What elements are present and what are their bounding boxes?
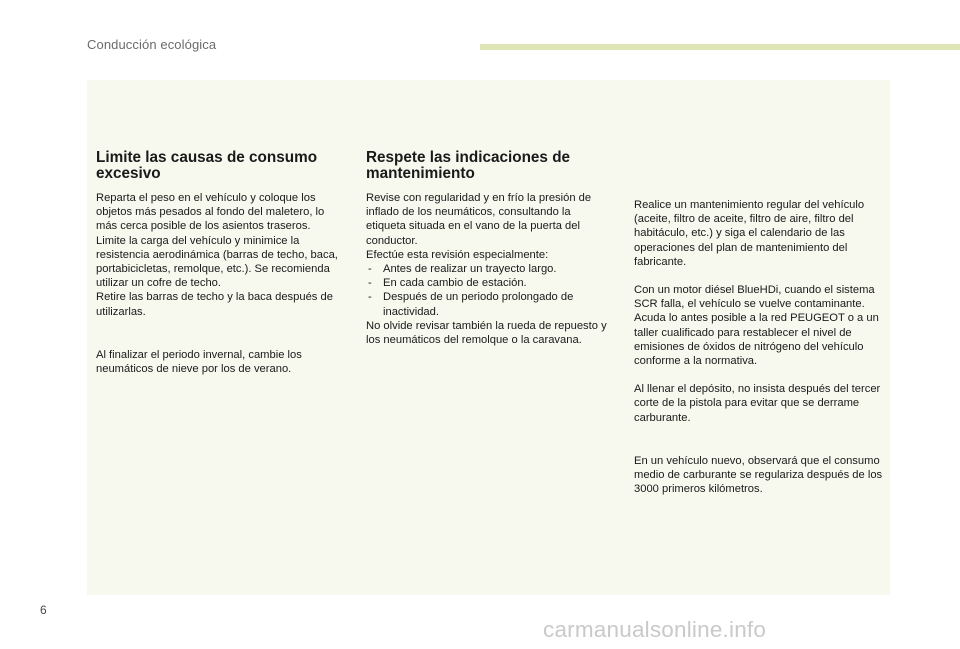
watermark: carmanualsonline.info bbox=[543, 617, 767, 642]
paragraph: Al finalizar el periodo invernal, cambie los neumáticos de nieve por los de verano. bbox=[96, 348, 302, 376]
paragraph: Revise con regularidad y en frío la presión de inflado de los neumáticos, consultando la etiqueta situada en el vano de la puerta del conductor. bbox=[366, 192, 592, 247]
list-item: - En cada cambio de estación. bbox=[366, 276, 611, 290]
paragraph: Retire las barras de techo y la baca después de utilizarlas. bbox=[96, 291, 333, 318]
paragraph: Al llenar el depósito, no insista después del tercer corte de la pistola para evitar que se derrame carburante. bbox=[634, 383, 881, 424]
paragraph: En un vehículo nuevo, observará que el consumo medio de carburante se regulariza después de los 3000 primeros kilómetros. bbox=[634, 454, 883, 496]
list-intro: Efectúe esta revisión especialmente: bbox=[366, 248, 549, 261]
paragraph: Realice un mantenimiento regular del vehículo (aceite, filtro de aceite, filtro de aire, filtro del habitáculo, etc.) y siga el calendario de las operaciones del plan de mantenimiento del fabricante. bbox=[634, 199, 865, 268]
page-number: 6 bbox=[40, 603, 47, 617]
heading-consumption: Limite las causas de consumo excesivo bbox=[96, 149, 318, 182]
heading-maintenance: Respete las indicaciones de mantenimiento bbox=[366, 149, 571, 182]
column-maintenance-continued bbox=[634, 198, 886, 496]
paragraph: No olvide revisar también la rueda de repuesto y los neumáticos del remolque o la caravana. bbox=[366, 319, 607, 347]
section-title: Conducción ecológica bbox=[87, 37, 217, 52]
list-item: - Después de un periodo prolongado de inactividad. bbox=[366, 290, 611, 318]
paragraph: Con un motor diésel BlueHDi, cuando el sistema SCR falla, el vehículo se vuelve contaminante. Acuda lo antes posible a la red PEUGEOT o a un taller cualificado para restablecer el nivel de emisiones de óxidos de nitrógeno del vehículo conforme a la normativa. bbox=[634, 284, 879, 368]
paragraph: Reparta el peso en el vehículo y coloque los objetos más pesados al fondo del maletero, lo más cerca posible de los asientos traseros. bbox=[96, 192, 325, 233]
check-list bbox=[366, 262, 611, 319]
list-item: - Antes de realizar un trayecto largo. bbox=[366, 262, 611, 276]
header-accent-bar bbox=[480, 44, 960, 50]
column-consumption bbox=[96, 150, 346, 376]
paragraph: Limite la carga del vehículo y minimice la resistencia aerodinámica (barras de techo, baca, portabicicletas, remolque, etc.). Se recomienda utilizar un cofre de techo. bbox=[96, 234, 338, 290]
column-maintenance bbox=[366, 150, 611, 347]
